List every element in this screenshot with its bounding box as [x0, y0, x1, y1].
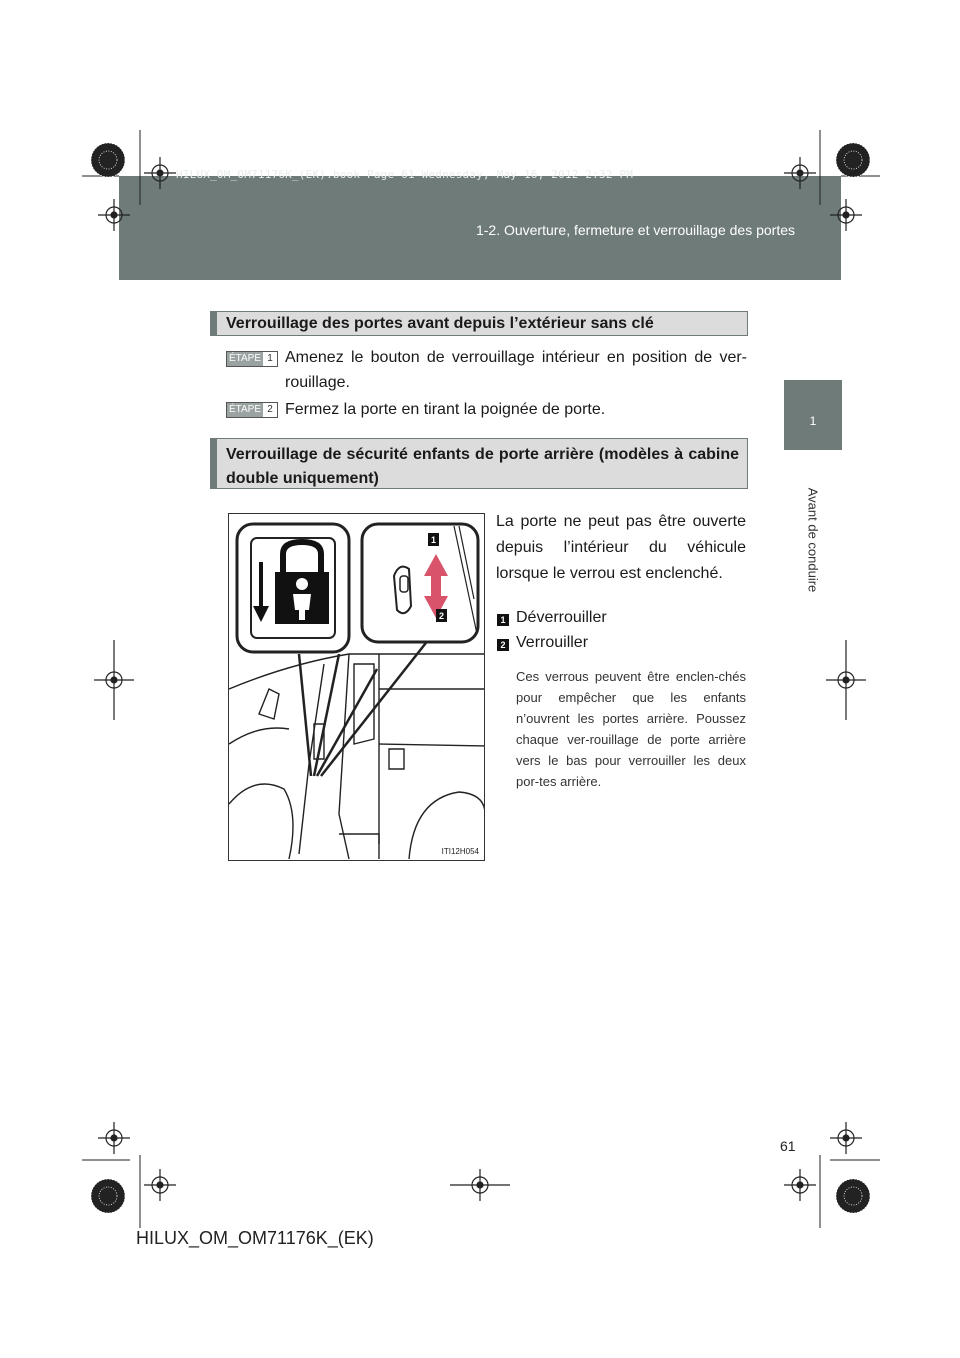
- marker-1: 1: [497, 614, 509, 626]
- section-header-front-lock: Verrouillage des portes avant depuis l’extérieur sans clé: [210, 311, 748, 336]
- diagram-marker-1: 1: [430, 535, 437, 545]
- step-text-1: Amenez le bouton de verrouillage intérieur en position de ver-rouillage.: [285, 349, 747, 391]
- unlock-label: Déverrouiller: [516, 609, 607, 626]
- page-number: 61: [780, 1138, 796, 1154]
- step-word: ÉTAPE: [228, 404, 262, 415]
- child-lock-description: La porte ne peut pas être ouverte depuis l’intérieur du véhicule lorsque le verrou est enclenché.: [496, 513, 746, 582]
- step-number: 1: [267, 353, 273, 364]
- header-section-title: 1-2. Ouverture, fermeture et verrouillage des portes: [475, 222, 795, 238]
- marker-2: 2: [497, 639, 509, 651]
- crosshair-marks: [94, 157, 866, 1201]
- chapter-number: 1: [809, 414, 817, 428]
- illustration-code: ITI12H054: [441, 847, 479, 856]
- document-code: HILUX_OM_OM71176K_(EK): [136, 1228, 374, 1248]
- register-disks: [91, 143, 870, 1213]
- section-header-child-lock: Verrouillage de sécurité enfants de porte arrière (modèles à cabine double uniquement): [210, 438, 748, 489]
- book-stamp: HILUX_OM_OM71176K_(EK).book Page 61 Wednesday, May 16, 2012 2:32 PM: [176, 168, 634, 181]
- chapter-label: Avant de conduire: [805, 487, 821, 593]
- step-word: ÉTAPE: [228, 353, 262, 364]
- step-text-2: Fermez la porte en tirant la poignée de porte.: [285, 401, 606, 418]
- step-number: 2: [267, 404, 273, 415]
- child-lock-note: Ces verrous peuvent être enclen-chés pour empêcher que les enfants n’ouvrent les portes arrière. Poussez chaque ver-rouillage de porte arrière vers le bas pour verrouiller les deux por-tes arrière.: [516, 669, 746, 789]
- lock-label: Verrouiller: [516, 634, 589, 651]
- diagram-marker-2: 2: [438, 611, 445, 621]
